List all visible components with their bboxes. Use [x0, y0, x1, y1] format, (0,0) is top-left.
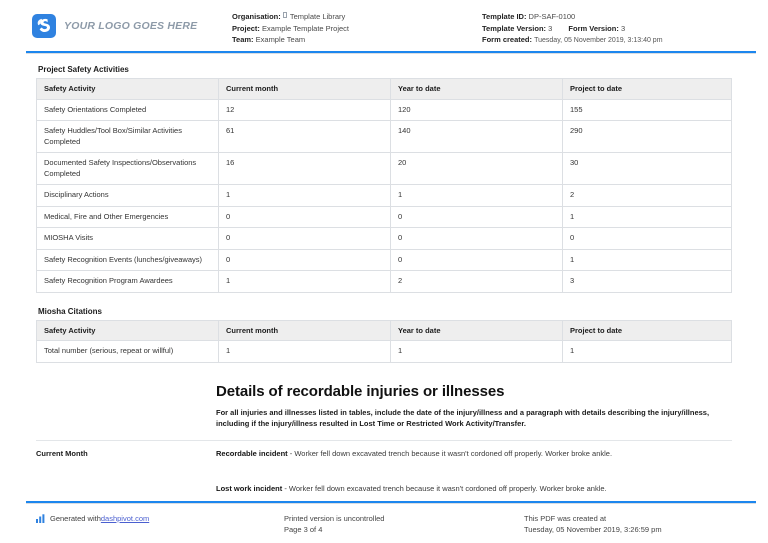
incident-kind: Lost work incident: [216, 483, 283, 493]
table-row: [37, 99, 732, 121]
current-month-label: Current Month: [36, 448, 88, 458]
team-row: [232, 34, 482, 46]
form-version-label: Form Version:: [568, 23, 619, 33]
cell-activity: Disciplinary Actions: [37, 185, 219, 207]
column-header-current-month: Current month: [219, 320, 391, 341]
cell-current-month: 1: [219, 341, 391, 363]
template-id-label: Template ID:: [482, 12, 527, 21]
cell-year-to-date: 1: [391, 341, 563, 363]
table-header-row: [37, 320, 732, 341]
column-header-project-to-date: Project to date: [563, 320, 732, 341]
header-meta-left: [232, 11, 482, 46]
section-title-miosha-citations: Miosha Citations: [38, 306, 103, 316]
cell-year-to-date: 2: [391, 271, 563, 293]
cell-current-month: 61: [219, 121, 391, 153]
incident-text: - Worker fell down excavated trench because it wasn't cordoned off properly. Worker broke ankle.: [282, 483, 607, 493]
table-row: [37, 341, 732, 363]
template-id-value: DP-SAF-0100: [528, 12, 576, 21]
organisation-row: [232, 11, 482, 23]
cell-project-to-date: 1: [563, 341, 732, 363]
column-header-year-to-date: Year to date: [391, 320, 563, 341]
missing-glyph-icon: [283, 12, 287, 18]
project-value: Example Template Project: [262, 23, 350, 33]
cell-project-to-date: 1: [563, 249, 732, 271]
column-header-safety-activity: Safety Activity: [37, 79, 219, 100]
cell-current-month: 12: [219, 99, 391, 121]
cell-year-to-date: 1: [391, 185, 563, 207]
table-row: [37, 271, 732, 293]
incident-list: [216, 448, 732, 494]
incident-kind: Recordable incident: [216, 448, 288, 458]
cell-activity: Documented Safety Inspections/Observations Completed: [37, 153, 219, 185]
logo-block: [32, 11, 232, 38]
cell-year-to-date: 0: [391, 228, 563, 250]
cell-activity: Safety Recognition Events (lunches/giveaways): [37, 249, 219, 271]
table-row: [37, 153, 732, 185]
cell-activity: Safety Orientations Completed: [37, 99, 219, 121]
template-version-value: 3: [548, 23, 553, 33]
table-row: [37, 206, 732, 228]
cell-year-to-date: 0: [391, 206, 563, 228]
version-row: [482, 23, 756, 35]
form-created-value: Tuesday, 05 November 2019, 3:13:40 pm: [534, 37, 663, 45]
template-id-row: [482, 11, 756, 23]
cell-activity: Medical, Fire and Other Emergencies: [37, 206, 219, 228]
list-item: [216, 448, 732, 459]
bar-chart-icon: [36, 513, 45, 526]
footer-generated-block: [36, 513, 284, 535]
generated-with-text: Generated with: [50, 514, 101, 523]
column-header-project-to-date: Project to date: [563, 79, 732, 100]
table-project-safety-activities: [36, 78, 732, 293]
project-label: Project:: [232, 23, 260, 33]
form-created-row: [482, 34, 756, 47]
table-row: [37, 121, 732, 153]
cell-project-to-date: 0: [563, 228, 732, 250]
cell-activity: Safety Huddles/Tool Box/Similar Activities Completed: [37, 121, 219, 153]
organisation-label: Organisation:: [232, 12, 281, 21]
organisation-value: Template Library: [289, 12, 346, 21]
page-number: Page 3 of 4: [284, 525, 323, 534]
footer-pdf-block: [524, 513, 756, 535]
current-month-block: [0, 441, 768, 494]
table-row: [37, 185, 732, 207]
cell-project-to-date: 30: [563, 153, 732, 185]
cell-year-to-date: 20: [391, 153, 563, 185]
cell-project-to-date: 155: [563, 99, 732, 121]
cell-current-month: 16: [219, 153, 391, 185]
document-header: [0, 0, 768, 48]
project-row: [232, 23, 482, 35]
pdf-created-label: This PDF was created at: [524, 514, 607, 523]
column-header-year-to-date: Year to date: [391, 79, 563, 100]
cell-year-to-date: 0: [391, 249, 563, 271]
form-created-label: Form created:: [482, 35, 533, 45]
column-header-current-month: Current month: [219, 79, 391, 100]
section-title-project-safety-activities: Project Safety Activities: [38, 65, 129, 74]
cell-activity: Total number (serious, repeat or willful): [37, 341, 219, 363]
document-body: [0, 54, 768, 430]
document-footer: [0, 501, 768, 535]
cell-project-to-date: 2: [563, 185, 732, 207]
incident-text: - Worker fell down excavated trench because it wasn't cordoned off properly. Worker broke ankle.: [287, 448, 613, 458]
column-header-safety-activity: Safety Activity: [37, 320, 219, 341]
details-section: [36, 383, 732, 430]
dashpivot-logo-icon: [32, 14, 56, 38]
cell-project-to-date: 1: [563, 206, 732, 228]
table-row: [37, 228, 732, 250]
cell-activity: MIOSHA Visits: [37, 228, 219, 250]
team-label: Team:: [232, 35, 254, 45]
team-value: Example Team: [255, 35, 306, 45]
cell-project-to-date: 3: [563, 271, 732, 293]
cell-current-month: 1: [219, 185, 391, 207]
cell-year-to-date: 120: [391, 99, 563, 121]
logo-placeholder-text: YOUR LOGO GOES HERE: [64, 20, 198, 32]
table-header-row: [37, 79, 732, 100]
cell-project-to-date: 290: [563, 121, 732, 153]
header-meta-right: [482, 11, 756, 47]
cell-current-month: 0: [219, 228, 391, 250]
cell-current-month: 0: [219, 249, 391, 271]
cell-activity: Safety Recognition Program Awardees: [37, 271, 219, 293]
template-version-label: Template Version:: [482, 23, 547, 33]
table-miosha-citations: [36, 320, 732, 363]
details-instructions: For all injuries and illnesses listed in tables, include the date of the injury/illness and a paragraph with details describing the injury/illness, including if the injury/illness resulted in Lost Time or Restricted Work Activity/Transfer.: [216, 407, 710, 428]
print-notice: Printed version is uncontrolled: [284, 514, 385, 523]
dashpivot-link[interactable]: dashpivot.com: [100, 514, 150, 523]
cell-current-month: 1: [219, 271, 391, 293]
details-title: Details of recordable injuries or illnesses: [216, 382, 505, 400]
cell-current-month: 0: [219, 206, 391, 228]
cell-year-to-date: 140: [391, 121, 563, 153]
table-row: [37, 249, 732, 271]
footer-print-block: [284, 513, 524, 535]
form-version-value: 3: [620, 23, 626, 33]
list-item: [216, 483, 732, 494]
pdf-created-value: Tuesday, 05 November 2019, 3:26:59 pm: [524, 525, 662, 534]
